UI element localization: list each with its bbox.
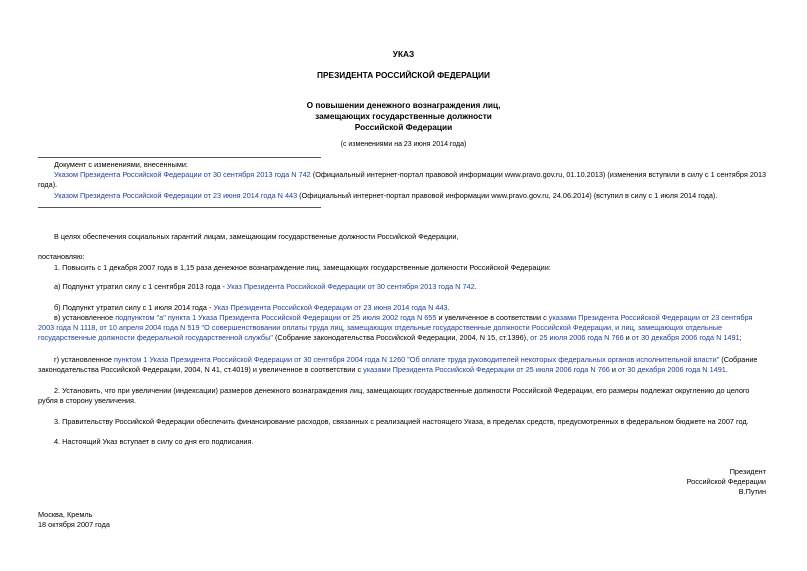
subparagraph-v-text: в) установленное: [54, 313, 116, 322]
changes-item-2-text: (Официальный интернет-портал правовой информации www.pravo.gov.ru, 24.06.2014) (вступил в силу с 1 июля 2014 года).: [297, 191, 718, 200]
doc-name: [0, 100, 807, 133]
doc-subtitle: ПРЕЗИДЕНТА РОССИЙСКОЙ ФЕДЕРАЦИИ: [317, 70, 490, 80]
subparagraph-g-text: и: [609, 365, 619, 375]
changes-item-1: [38, 170, 768, 190]
subparagraph-g-end: .: [725, 365, 728, 375]
subparagraph-b-end: .: [447, 303, 450, 312]
changes-item-2: [38, 191, 768, 201]
subparagraph-v-end: ;: [739, 333, 742, 343]
subparagraph-a-text: а) Подпункт утратил силу с 1 сентября 2013 года -: [54, 282, 227, 291]
subparagraph-g-text: (Собрание законодательства Российской Федерации, 2004, N 41, ст.4019) и увеличенное в соответствии с: [38, 355, 758, 375]
doc-name-line: Российской Федерации: [354, 122, 453, 132]
subparagraph-v-text: и: [623, 333, 632, 343]
subparagraph-a: [38, 282, 768, 292]
subparagraph-v-link-1118[interactable]: указами Президента Российской Федерации от 23 сентября 2003 года N 1118: [38, 313, 753, 333]
footer-block: [38, 510, 110, 530]
subparagraph-b: [38, 303, 768, 313]
paragraph-1: 1. Повысить с 1 декабря 2007 года в 1,15 раза денежное вознаграждение лиц, замещающих государственные должности Российской Федерации:: [54, 263, 551, 272]
signature-name: В.Путин: [738, 487, 766, 497]
footer-date: 18 октября 2007 года: [38, 520, 110, 530]
doc-name-line: О повышении денежного вознаграждения лиц,: [306, 100, 501, 110]
doc-title: УКАЗ: [392, 49, 415, 59]
signature-block: [566, 467, 766, 497]
subparagraph-g-link-1491[interactable]: от 30 декабря 2006 года N 1491: [618, 365, 726, 375]
footer-place: Москва, Кремль: [38, 510, 93, 519]
paragraph-4: 4. Настоящий Указ вступает в силу со дня его подписания.: [54, 437, 254, 446]
subparagraph-b-link[interactable]: Указ Президента Российской Федерации от 23 июня 2014 года N 443: [213, 303, 448, 312]
decree-word: постановляю:: [38, 252, 85, 261]
signature-title: Президент: [729, 467, 766, 476]
changes-item-1-link[interactable]: Указом Президента Российской Федерации от 30 сентября 2013 года N 742: [54, 170, 311, 179]
subparagraph-v-link-519[interactable]: от 10 апреля 2004 года N 519 "О совершенствовании оплаты труда лиц, замещающих отдельные государственные должности Российской Федерации, и лиц, замещающих отдельные государственные должности федеральной государственной службы": [38, 323, 723, 343]
subparagraph-v-link-766[interactable]: от 25 июля 2006 года N 766: [530, 333, 624, 343]
changes-item-1-text: (Официальный интернет-портал правовой информации www.pravo.gov.ru, 01.10.2013) (изменения вступили в силу с 1 сентября 2013 года).: [38, 170, 767, 190]
subparagraph-v-text: и увеличенное в соответствии с: [436, 313, 549, 322]
changes-item-2-link[interactable]: Указом Президента Российской Федерации от 23 июня 2014 года N 443: [54, 191, 298, 200]
subparagraph-v: [38, 313, 768, 343]
paragraph-2: 2. Установить, что при увеличении (индексации) размеров денежного вознаграждения лиц, замещающих государственные должности Российской Федерации, его размеры подлежат округлению до целого рубля в сторону увеличения.: [38, 386, 750, 406]
subparagraph-g-link-766[interactable]: указами Президента Российской Федерации от 25 июля 2006 года N 766: [363, 365, 610, 375]
changes-intro: Документ с изменениями, внесенными:: [54, 160, 188, 169]
changes-bottom-divider: [38, 207, 321, 208]
subparagraph-g: [38, 355, 768, 375]
subparagraph-v-text: ,: [95, 323, 100, 333]
subparagraph-g-link-1260[interactable]: пунктом 1 Указа Президента Российской Федерации от 30 сентября 2004 года N 1260 "Об оплате труда руководителей некоторых федеральных органов исполнительной власти": [113, 355, 720, 364]
changes-top-divider: [38, 157, 321, 158]
doc-edition: (с изменениями на 23 июня 2014 года): [340, 141, 467, 148]
subparagraph-a-end: .: [474, 282, 477, 291]
paragraph-3: 3. Правительству Российской Федерации обеспечить финансирование расходов, связанных с реализацией настоящего Указа, в пределах средств, предусмотренных в федеральном бюджете на 2007 год.: [54, 417, 749, 426]
subparagraph-g-text: г) установленное: [54, 355, 114, 364]
doc-name-line: замещающих государственные должности: [315, 111, 492, 121]
subparagraph-a-link[interactable]: Указ Президента Российской Федерации от 30 сентября 2013 года N 742: [226, 282, 475, 291]
subparagraph-v-link-1491[interactable]: от 30 декабря 2006 года N 1491: [631, 333, 740, 343]
preamble: В целях обеспечения социальных гарантий лицам, замещающим государственные должности Российской Федерации,: [54, 232, 459, 241]
subparagraph-b-text: б) Подпункт утратил силу с 1 июля 2014 года -: [54, 303, 214, 312]
signature-country: Российской Федерации: [686, 477, 766, 487]
subparagraph-v-text: (Собрание законодательства Российской Федерации, 2004, N 15, ст.1396),: [272, 333, 531, 343]
subparagraph-v-link-655[interactable]: подпунктом "а" пункта 1 Указа Президента Российской Федерации от 25 июля 2002 года N 655: [115, 313, 437, 322]
